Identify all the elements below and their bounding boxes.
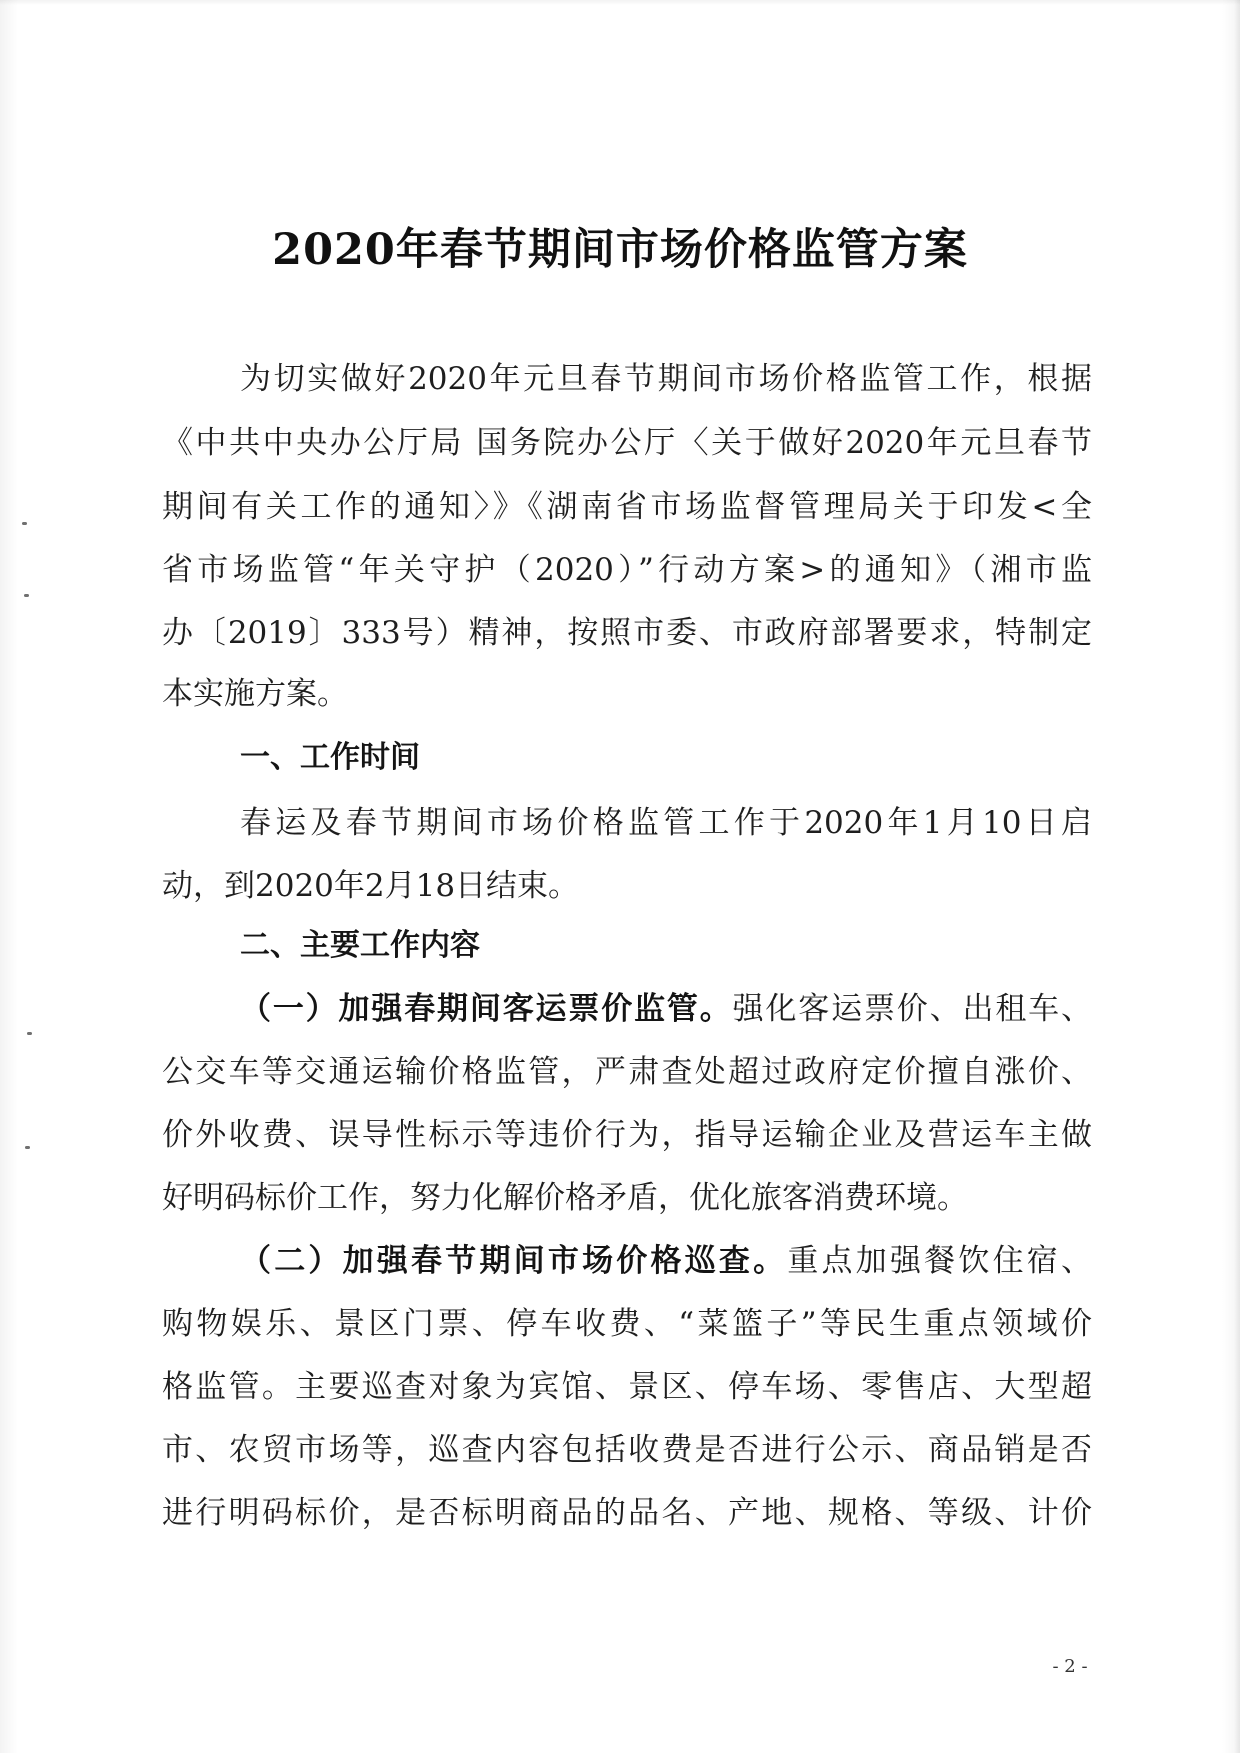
intro-line-4: 省市场监管“年关守护（2020）”行动方案>的通知》（湘市监	[162, 552, 1092, 588]
item2-lead: （二）加强春节期间市场价格巡查。	[240, 1243, 788, 1279]
item2-line-2: 购物娱乐、景区门票、停车收费、“菜篮子”等民生重点领域价	[162, 1306, 1092, 1342]
item1-lead: （一）加强春期间客运票价监管。	[240, 991, 733, 1027]
item1-line-2: 公交车等交通运输价格监管，严肃查处超过政府定价擅自涨价、	[162, 1054, 1092, 1090]
item2-line-5: 进行明码标价，是否标明商品的品名、产地、规格、等级、计价	[162, 1495, 1092, 1531]
item1-line-4: 好明码标价工作，努力化解价格矛盾，优化旅客消费环境。	[162, 1180, 968, 1216]
item1-first-line-rest: 强化客运票价、出租车、	[732, 991, 1093, 1027]
item2-first-line-rest: 重点加强餐饮住宿、	[787, 1243, 1093, 1279]
intro-line-6: 本实施方案。	[162, 676, 348, 712]
intro-line-1: 为切实做好2020年元旦春节期间市场价格监管工作，根据	[240, 361, 1092, 397]
item2-first-line	[240, 1241, 1092, 1281]
page-number: - 2 -	[1052, 1656, 1088, 1677]
scan-speck	[22, 522, 27, 525]
scan-speck	[24, 594, 29, 597]
scan-speck	[27, 1032, 32, 1035]
scan-speck	[25, 1146, 30, 1149]
section1-line-1: 春运及春节期间市场价格监管工作于2020年1月10日启	[240, 805, 1092, 841]
intro-line-2: 《中共中央办公厅局 国务院办公厅〈关于做好2020年元旦春节	[162, 425, 1092, 461]
section-heading-main-content: 二、主要工作内容	[240, 928, 480, 963]
item1-first-line	[240, 989, 1092, 1029]
document-title: 2020年春节期间市场价格监管方案	[272, 225, 968, 275]
item2-line-4: 市、农贸市场等，巡查内容包括收费是否进行公示、商品销是否	[162, 1432, 1092, 1468]
section-heading-work-time: 一、工作时间	[240, 740, 420, 775]
item2-line-3: 格监管。主要巡查对象为宾馆、景区、停车场、零售店、大型超	[162, 1369, 1092, 1405]
intro-line-5: 办〔2019〕333号）精神，按照市委、市政府部署要求，特制定	[162, 615, 1092, 651]
item1-line-3: 价外收费、误导性标示等违价行为，指导运输企业及营运车主做	[162, 1117, 1092, 1153]
section1-line-2: 动，到2020年2月18日结束。	[162, 868, 580, 904]
scan-edge-top	[0, 0, 1240, 5]
intro-line-3: 期间有关工作的通知〉》《湖南省市场监督管理局关于印发<全	[162, 489, 1092, 525]
